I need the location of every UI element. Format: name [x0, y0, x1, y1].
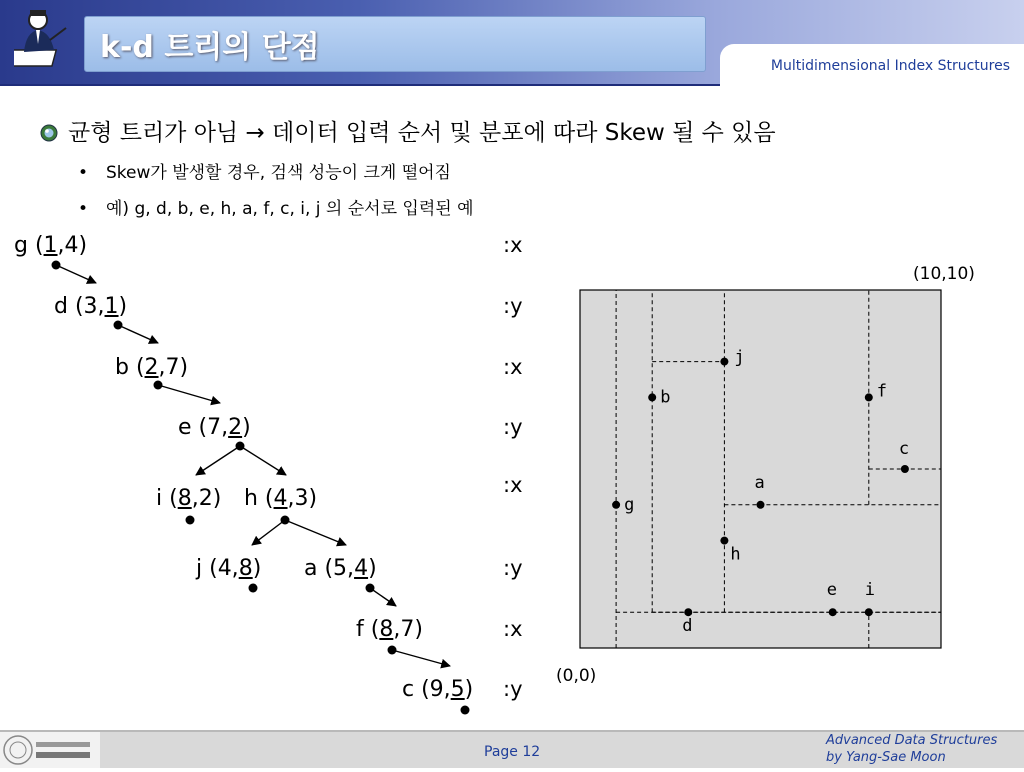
sub-bullet-text: 예) g, d, b, e, h, a, f, c, i, j 의 순서로 입력된 예	[106, 199, 474, 219]
plane-point-i	[865, 608, 873, 616]
plane-point-label-j: j	[734, 347, 745, 368]
plane-point-e	[829, 608, 837, 616]
tree-node-c: c (9,5)	[402, 677, 474, 702]
slide-title: k-d 트리의 단점	[100, 30, 320, 65]
tree-node-a: a (5,4)	[304, 556, 377, 581]
plane-point-d	[684, 608, 692, 616]
axis-label: :x	[503, 233, 523, 257]
plane-point-label-d: d	[682, 616, 693, 637]
author-credit: by Yang-Sae Moon	[826, 750, 946, 765]
corner-label: (10,10)	[913, 264, 975, 284]
main-bullet-text: 균형 트리가 아님 → 데이터 입력 순서 및 분포에 따라 Skew 될 수 있음	[68, 120, 776, 146]
footer-credit	[826, 732, 997, 766]
plane-point-label-h: h	[730, 544, 741, 565]
plane-point-b	[648, 393, 656, 401]
origin-label: (0,0)	[556, 666, 597, 686]
plane-point-c	[901, 465, 909, 473]
page-number: Page 12	[484, 744, 541, 760]
tree-node-h: h (4,3)	[244, 486, 318, 511]
plane-point-label-a: a	[754, 472, 765, 493]
bullet-dot-icon: •	[78, 199, 89, 219]
plane-point-j	[720, 358, 728, 366]
tree-node-g: g (1,4)	[14, 233, 88, 258]
plane-point-f	[865, 393, 873, 401]
axis-label: :y	[503, 294, 523, 318]
plane-point-label-i: i	[864, 580, 876, 601]
sub-bullet-text: Skew가 발생할 경우, 검색 성능이 크게 떨어짐	[106, 163, 451, 183]
university-seal-icon	[0, 732, 100, 768]
header-subtitle: Multidimensional Index Structures	[770, 58, 1010, 74]
plane-point-h	[720, 537, 728, 545]
plane-point-label-f: f	[876, 381, 888, 402]
plane-point-g	[612, 501, 620, 509]
bullet-dot-icon: •	[78, 163, 89, 183]
tree-node-e: e (7,2)	[178, 415, 251, 440]
axis-label: :y	[503, 556, 523, 580]
axis-label: :x	[503, 617, 523, 641]
university-logo	[0, 732, 100, 768]
axis-label: :y	[503, 415, 523, 439]
tree-node-i: i (8,2)	[156, 486, 222, 511]
plane-point-label-g: g	[624, 494, 635, 515]
plane-point-label-e: e	[826, 580, 837, 601]
tree-node-j: j (4,8)	[196, 556, 262, 581]
slide-footer	[0, 730, 1024, 768]
tree-node-b: b (2,7)	[115, 355, 189, 380]
course-title: Advanced Data Structures	[826, 733, 998, 748]
tree-node-f: f (8,7)	[356, 617, 423, 642]
axis-label: :x	[503, 355, 523, 379]
plane-point-label-b: b	[660, 387, 671, 408]
axis-label: :x	[503, 473, 523, 497]
plane-point-label-c: c	[898, 439, 910, 459]
tree-node-d: d (3,1)	[54, 294, 128, 319]
axis-label: :y	[503, 677, 523, 701]
plane-point-a	[757, 501, 765, 509]
plane-boundary	[580, 290, 941, 648]
